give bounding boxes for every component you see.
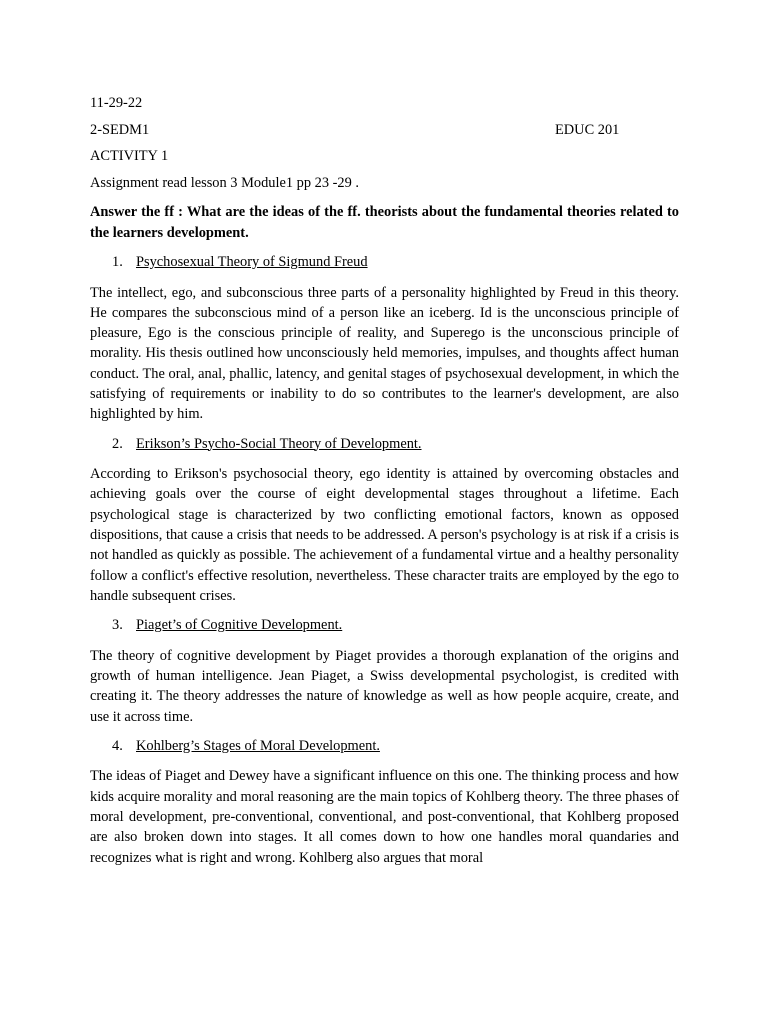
section-heading-1 (90, 252, 679, 273)
section-body-3: The theory of cognitive development by Piaget provides a thorough explanation of the origins and growth of human intelligence. Jean Piaget, a Swiss developmental psychologist, is credited with creating it. The theory addresses the nature of knowledge as well as how people acquire, create, and use it across time. (90, 647, 679, 725)
assignment-line: Assignment read lesson 3 Module1 pp 23 -29 . (90, 174, 359, 191)
course-code: EDUC 201 (555, 121, 620, 138)
header-row (90, 120, 679, 141)
date: 11-29-22 (90, 95, 143, 111)
section-number: 1. (112, 254, 123, 270)
section-title: Kohlberg’s Stages of Moral Development. (136, 737, 380, 754)
section-heading-3 (90, 615, 679, 636)
section-number: 4. (112, 737, 123, 754)
section-title: Erikson’s Psycho-Social Theory of Development. (136, 435, 422, 452)
activity-title: ACTIVITY 1 (90, 148, 169, 164)
section-number: 3. (112, 617, 123, 634)
section-body-4: The ideas of Piaget and Dewey have a significant influence on this one. The thinking process and how kids acquire morality and moral reasoning are the main topics of Kohlberg theory. The three phases of moral development, pre-conventional, conventional, and post-conventional, that Kohlberg proposed are also broken down into stages. It all comes down to how one handles moral quandaries and recognizes what is right and wrong. Kohlberg also argues that moral (90, 768, 679, 866)
section-title: Piaget’s of Cognitive Development. (136, 617, 343, 634)
section-number: 2. (112, 435, 123, 452)
question: Answer the ff : What are the ideas of the ff. theorists about the fundamental theories related to the learners development. (90, 204, 679, 241)
section-heading-4 (90, 736, 679, 757)
section-code: 2-SEDM1 (90, 121, 150, 138)
section-body-1: The intellect, ego, and subconscious three parts of a personality highlighted by Freud in this theory. He compares the subconscious mind of a person like an iceberg. Id is the unconscious principle of pleasure, Ego is the conscious principle of reality, and Superego is the unconscious principle of morality. His thesis outlined how unconsciously held memories, impulses, and thoughts affect human conduct. The oral, anal, phallic, latency, and genital stages of psychosexual development, in which the satisfying of requirements or inability to do so contributes to the learner's development, are also highlighted by him. (90, 284, 679, 423)
section-title: Psychosexual Theory of Sigmund Freud (136, 254, 368, 270)
section-heading-2 (90, 434, 679, 455)
section-body-2: According to Erikson's psychosocial theory, ego identity is attained by overcoming obstacles and achieving goals over the course of eight developmental stages throughout a lifetime. Each psychological stage is characterized by two conflicting emotional factors, known as opposed dispositions, that cause a crisis that needs to be addressed. A person's psychology is at risk if a crisis is not handled as quickly as possible. The achievement of a fundamental virtue and a healthy personality follow a conflict's effective resolution, nevertheless. These character traits are employed by the ego to handle subsequent crises. (90, 466, 679, 604)
